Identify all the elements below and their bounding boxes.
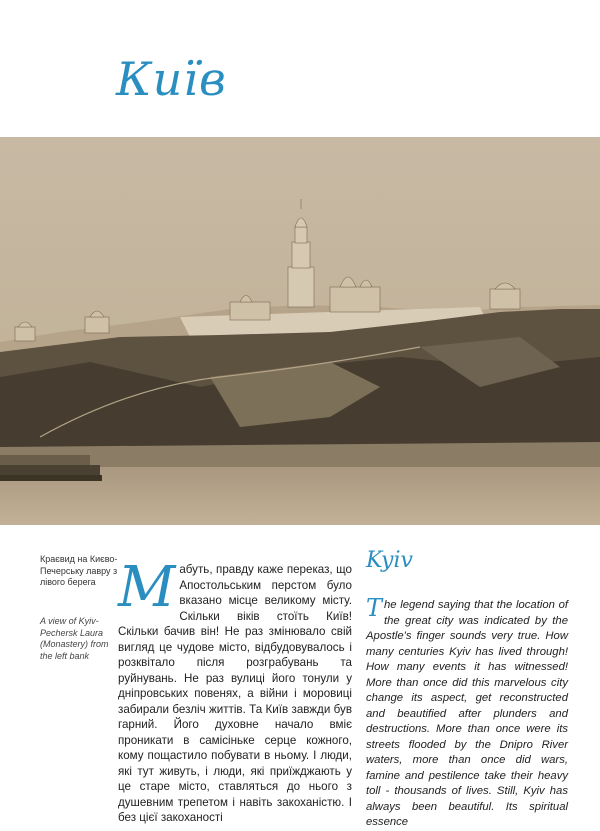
page-title: Київ [116,52,227,106]
english-body-text: he legend saying that the location of the great city was indicated by the Apostle's finger sounds very true. How many centuries Kyiv has lived through! How many events it has witnessed! More than once did this marvelous city change its aspect, get reconstructed and beautified after plunders and destructions. More than once were its streets flooded by the Dnipro River waters, more than once did wars, famine and pestilence take their heavy toll - thousands of lives. Still, Kyiv has always been beautiful. Its spiritual essence [366,599,568,828]
english-subtitle: Kyiv [366,548,413,573]
drop-cap-ukrainian: М [118,555,176,620]
photo-caption-ukrainian: Краєвид на Києво-Печерську лавру з лівого берега [40,554,118,587]
kyiv-pechersk-lavra-photo [0,137,600,525]
ukrainian-text-column [118,555,352,826]
drop-cap-english: T [366,594,383,622]
ukrainian-body-text: абуть, правду каже переказ, що Апостольським перстом було вказано місце великому місту. Скільки віків стоїть Київ! Скільки бачив він! Не раз змінювало свій вигляд це чудове місто, відбудовувалось і розквітало після розграбувань та руйнувань. Не раз вулиці його тонули у дніпровських повенях, а війни і моровиці забирали безліч життів. Та Київ завжди був гарний. Його духовне начало вміє проникати в самісіньке серце кожного, кому пощастило побувати в ньому. І люди, які тут живуть, і люди, які приїжджають у це старе місто, ставляться до нього з душевним трепетом і навіть закоханістю. І без цієї закоханості [118,563,352,824]
english-text-column [366,594,568,831]
photo-caption-english: A view of Kyiv-Pechersk Laura (Monastery) from the left bank [40,616,109,661]
